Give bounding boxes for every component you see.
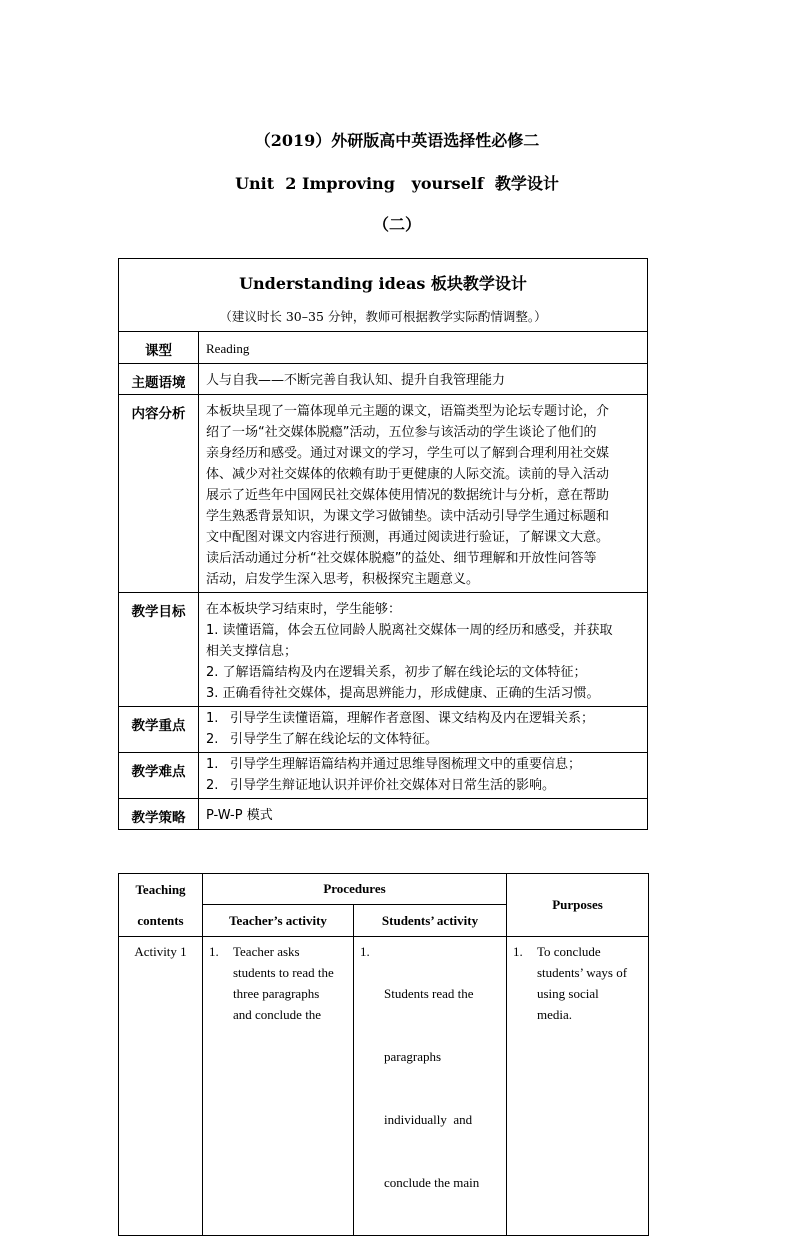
content-line: 绍了一场“社交媒体脱瘾”活动，五位参与该活动的学生谈论了他们的 — [206, 425, 597, 440]
purpose-cell — [507, 937, 649, 1236]
list-number: 1. — [206, 711, 219, 726]
content-line: 读后活动通过分析“社交媒体脱瘾”的益处、细节理解和开放性问答等 — [206, 551, 597, 566]
students-activity-cell — [354, 937, 507, 1236]
teacher-activity-cell — [203, 937, 354, 1236]
procedures-header-row — [119, 874, 649, 905]
list-text: 引导学生理解语篇结构并通过思维导图梳理文中的重要信息； — [230, 757, 582, 772]
row-key-points — [119, 707, 648, 753]
value-difficulties — [199, 753, 648, 799]
label-key-points: 教学重点 — [119, 707, 199, 753]
value-lesson-type: Reading — [199, 332, 648, 364]
text-line: paragraphs — [384, 1049, 442, 1064]
content-line: 文中配图对课文内容进行预测，再通过阅读进行验证，了解课文大意。 — [206, 530, 610, 545]
procedures-table — [118, 873, 649, 1236]
list-item — [206, 775, 641, 796]
list-number: 2. — [206, 732, 219, 747]
list-text: 引导学生辩证地认识并评价社交媒体对日常生活的影响。 — [230, 778, 556, 793]
list-item — [206, 729, 641, 750]
text-line: media. — [537, 1007, 573, 1022]
header-purposes: Purposes — [507, 874, 649, 937]
list-number: 1. — [209, 944, 219, 959]
list-text: 引导学生读懂语篇，理解作者意图、课文结构及内在逻辑关系； — [230, 711, 595, 726]
row-strategy — [119, 799, 648, 830]
table-row — [119, 937, 649, 1236]
list-text: 引导学生了解在线论坛的文体特征。 — [230, 732, 439, 747]
value-strategy: P-W-P 模式 — [199, 799, 648, 830]
list-number: 2. — [206, 778, 219, 793]
text-line: To conclude — [537, 944, 601, 959]
lesson-info-table — [118, 258, 648, 830]
objective-line: 2. 了解语篇结构及内在逻辑关系，初步了解在线论坛的文体特征； — [206, 665, 587, 680]
content-line: 活动，启发学生深入思考，积极探究主题意义。 — [206, 572, 480, 587]
text-line: three paragraphs — [233, 986, 320, 1001]
info-header-row — [119, 259, 648, 332]
row-content-analysis — [119, 395, 648, 593]
text-line: using social — [537, 986, 599, 1001]
objective-line: 1. 读懂语篇，体会五位同龄人脱离社交媒体一周的经历和感受，并获取 — [206, 623, 613, 638]
label-difficulties: 教学难点 — [119, 753, 199, 799]
text-line: students’ ways of — [537, 965, 628, 980]
value-objectives — [199, 593, 648, 707]
text-line: Teacher asks — [233, 944, 300, 959]
list-text — [384, 941, 479, 1235]
section-heading: Understanding ideas 板块教学设计 — [239, 274, 527, 293]
text-line: conclude the main — [384, 1175, 480, 1190]
unit-title: Unit 2 Improving yourself 教学设计 — [235, 174, 559, 193]
row-difficulties — [119, 753, 648, 799]
content-line: 亲身经历和感受。通过对课文的学习，学生可以了解到合理利用社交媒 — [206, 446, 610, 461]
list-item — [206, 708, 641, 729]
text-line: students to read the — [233, 965, 334, 980]
list-number: 1. — [206, 757, 219, 772]
list-item — [206, 754, 641, 775]
list-item — [513, 941, 642, 1025]
activity-name: Activity 1 — [119, 937, 203, 1236]
label-lesson-type: 课型 — [119, 332, 199, 364]
label-objectives: 教学目标 — [119, 593, 199, 707]
header-procedures: Procedures — [203, 874, 507, 905]
info-header-cell — [119, 259, 648, 332]
label-strategy: 教学策略 — [119, 799, 199, 830]
list-item — [209, 941, 347, 1025]
list-number: 1. — [360, 944, 370, 959]
header-text: contents — [137, 913, 184, 928]
content-line: 本板块呈现了一篇体现单元主题的课文，语篇类型为论坛专题讨论，介 — [206, 404, 610, 419]
content-line: 学生熟悉背景知识，为课文学习做铺垫。读中活动引导学生通过标题和 — [206, 509, 610, 524]
value-key-points — [199, 707, 648, 753]
text-line: and conclude the — [233, 1007, 322, 1022]
row-objectives — [119, 593, 648, 707]
content-line: 体、减少对社交媒体的依赖有助于更健康的人际交流。读前的导入活动 — [206, 467, 610, 482]
part-number: （二） — [372, 215, 421, 234]
value-theme: 人与自我——不断完善自我认知、提升自我管理能力 — [199, 364, 648, 395]
objective-line: 相关支撑信息； — [206, 644, 298, 659]
objective-line: 3. 正确看待社交媒体，提高思辨能力，形成健康、正确的生活习惯。 — [206, 686, 600, 701]
text-line: individually and — [384, 1112, 473, 1127]
header-teaching-contents — [119, 874, 203, 937]
duration-note: （建议时长 30–35 分钟，教师可根据教学实际酌情调整。） — [219, 309, 547, 324]
list-number: 1. — [513, 944, 523, 959]
objective-line: 在本板块学习结束时，学生能够： — [206, 602, 402, 617]
header-teacher-activity: Teacher’s activity — [203, 905, 354, 937]
list-item — [360, 941, 500, 1235]
row-theme — [119, 364, 648, 395]
header-text: Teaching — [135, 882, 186, 897]
value-content-analysis — [199, 395, 648, 593]
label-theme: 主题语境 — [119, 364, 199, 395]
row-lesson-type — [119, 332, 648, 364]
header-students-activity: Students’ activity — [354, 905, 507, 937]
content-line: 展示了近些年中国网民社交媒体使用情况的数据统计与分析，意在帮助 — [206, 488, 610, 503]
list-text — [537, 941, 627, 1025]
document-title: （2019）外研版高中英语选择性必修二 — [254, 131, 540, 150]
list-text — [233, 941, 334, 1025]
label-content-analysis: 内容分析 — [119, 395, 199, 593]
text-line: Students read the — [384, 986, 474, 1001]
